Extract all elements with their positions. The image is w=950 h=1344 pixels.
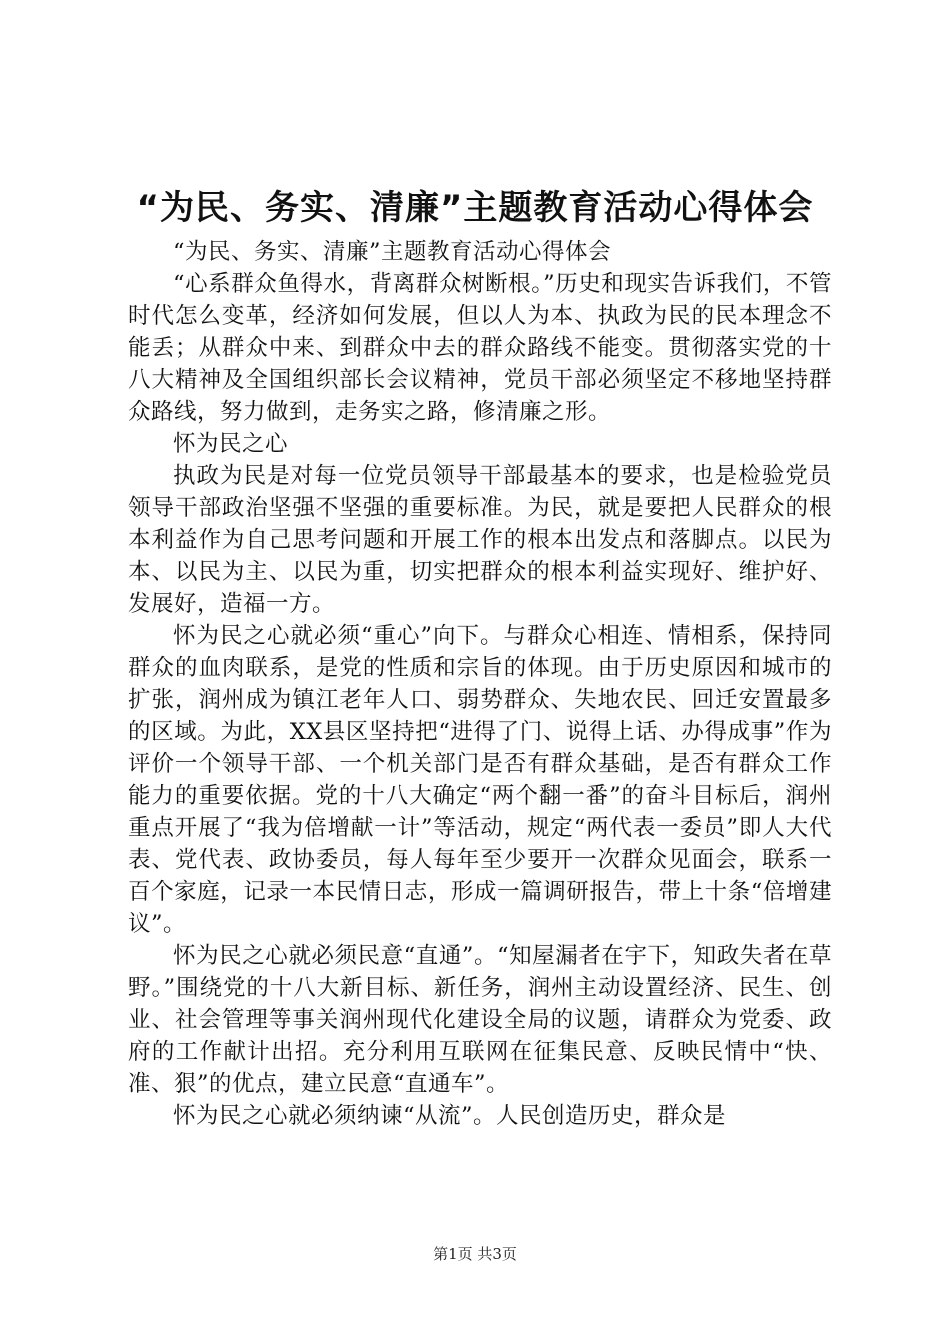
body-paragraph: “为民、务实、清廉”主题教育活动心得体会 — [173, 239, 612, 265]
document-title: “为民、务实、清廉”主题教育活动心得体会 — [136, 188, 814, 228]
body-paragraph: “心系群众鱼得水，背离群众树断根。”历史和现实告诉我们，不管时代怎么变革，经济如何发展，但以人为本、执政为民的民本理念不能丢；从群众中来、到群众中去的群众路线不能变。贯彻落实党的十八大精神及全国组织部长会议精神，党员干部必须坚定不移地坚持群众路线，努力做到，走务实之路，修清廉之形。 — [128, 271, 832, 425]
page-number-footer: 第1页 共3页 — [433, 1245, 517, 1263]
body-paragraph: 怀为民之心就必须民意“直通”。“知屋漏者在宇下，知政失者在草野。”围绕党的十八大新目标、新任务，润州主动设置经济、民生、创业、社会管理等事关润州现代化建设全局的议题，请群众为党委、政府的工作献计出招。充分利用互联网在征集民意、反映民情中“快、准、狠”的优点，建立民意“直通车”。 — [128, 943, 832, 1097]
body-paragraph: 怀为民之心就必须“重心”向下。与群众心相连、情相系，保持同群众的血肉联系，是党的性质和宗旨的体现。由于历史原因和城市的扩张，润州成为镇江老年人口、弱势群众、失地农民、回迁安置最多的区域。为此，XX县区坚持把“进得了门、说得上话、办得成事”作为评价一个领导干部、一个机关部门是否有群众基础，是否有群众工作能力的重要依据。党的十八大确定“两个翻一番”的奋斗目标后，润州重点开展了“我为倍增献一计”等活动，规定“两代表一委员”即人大代表、党代表、政协委员，每人每年至少要开一次群众见面会，联系一百个家庭，记录一本民情日志，形成一篇调研报告，带上十条“倍增建议”。 — [128, 623, 832, 937]
body-paragraph: 怀为民之心就必须纳谏“从流”。人民创造历史，群众是 — [173, 1103, 727, 1129]
section-heading: 怀为民之心 — [173, 431, 289, 457]
document-body — [128, 236, 832, 1132]
body-paragraph: 执政为民是对每一位党员领导干部最基本的要求，也是检验党员领导干部政治坚强不坚强的重要标准。为民，就是要把人民群众的根本利益作为自己思考问题和开展工作的根本出发点和落脚点。以民为本、以民为主、以民为重，切实把群众的根本利益实现好、维护好、发展好，造福一方。 — [128, 463, 832, 617]
